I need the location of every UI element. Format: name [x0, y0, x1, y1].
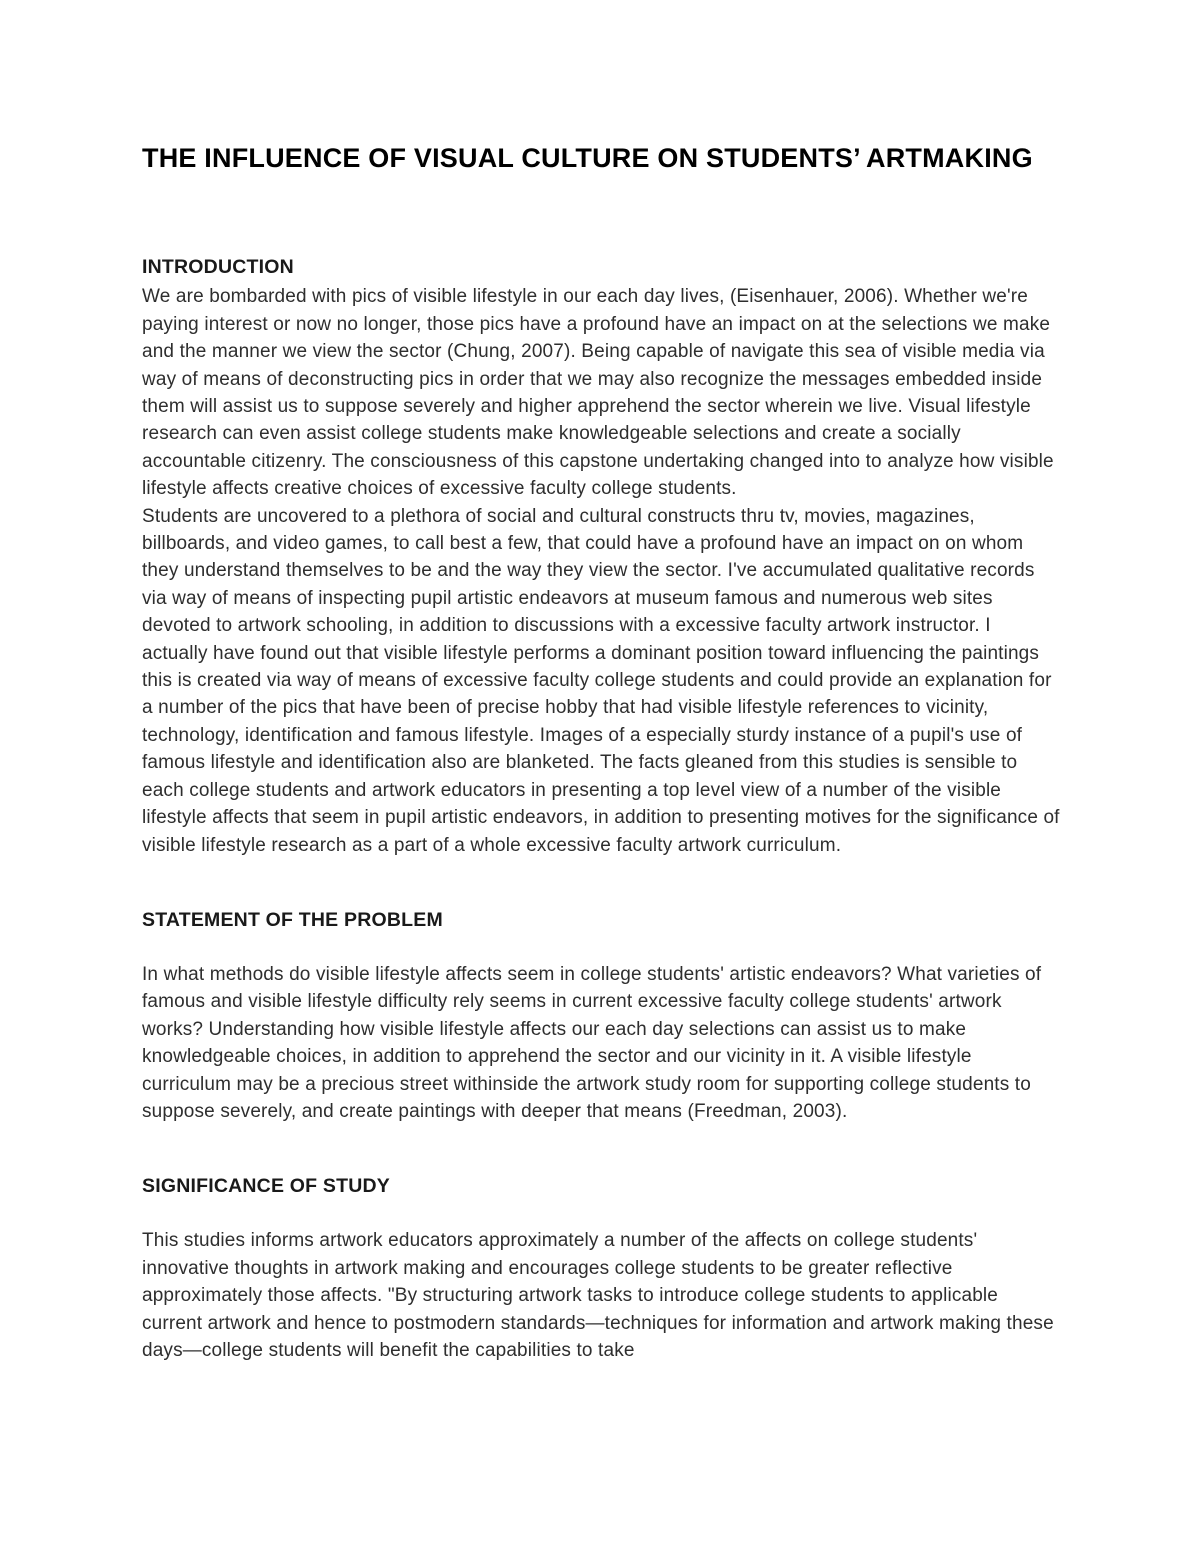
section-heading-significance-of-study: SIGNIFICANCE OF STUDY: [142, 1175, 390, 1198]
significance-paragraph-1: This studies informs artwork educators approximately a number of the affects on college students' innovative thoughts in artwork making and encourages college students to be greater reflective approximately those affects. "By structuring artwork tasks to introduce college students to applicable current artwork and hence to postmodern standards—techniques for information and artwork making these days—college students will benefit the capabilities to take: [142, 1230, 1054, 1361]
section-heading-statement-of-the-problem: STATEMENT OF THE PROBLEM: [142, 908, 443, 931]
introduction-paragraph-1: We are bombarded with pics of visible lifestyle in our each day lives, (Eisenhauer, 2006). Whether we're paying interest or now no longer, those pics have a profound have an impact on at the selections we make and the manner we view the sector (Chung, 2007). Being capable of navigate this sea of visible media via way of means of deconstructing pics in order that we may also recognize the messages embedded inside them will assist us to suppose severely and higher apprehend the sector wherein we live. Visual lifestyle research can even assist college students make knowledgeable selections and create a socially accountable citizenry. The consciousness of this capstone undertaking changed into to analyze how visible lifestyle affects creative choices of excessive faculty college students.: [142, 286, 1054, 500]
document-title: THE INFLUENCE OF VISUAL CULTURE ON STUDENTS’ ARTMAKING: [142, 143, 1033, 173]
introduction-paragraph-2: Students are uncovered to a plethora of social and cultural constructs thru tv, movies, magazines, billboards, and video games, to call best a few, that could have a profound have an impact on on whom they understand themselves to be and the way they view the sector. I've accumulated qualitative records via way of means of inspecting pupil artistic endeavors at museum famous and numerous web sites devoted to artwork schooling, in addition to discussions with a excessive faculty artwork instructor. I actually have found out that visible lifestyle performs a dominant position toward influencing the paintings this is created via way of means of excessive faculty college students and could provide an explanation for a number of the pics that have been of precise hobby that had visible lifestyle references to vicinity, technology, identification and famous lifestyle. Images of a especially sturdy instance of a pupil's use of famous lifestyle and identification also are blanketed. The facts gleaned from this studies is sensible to each college students and artwork educators in presenting a top level view of a number of the visible lifestyle affects that seem in pupil artistic endeavors, in addition to presenting motives for the significance of visible lifestyle research as a part of a whole excessive faculty artwork curriculum.: [142, 505, 1060, 856]
section-heading-introduction: INTRODUCTION: [142, 256, 294, 279]
section-significance-of-study: [142, 1173, 1060, 1364]
statement-paragraph-1: In what methods do visible lifestyle affects seem in college students' artistic endeavors? What varieties of famous and visible lifestyle difficulty rely seems in current excessive faculty college students' artwork works? Understanding how visible lifestyle affects our each day selections can assist us to make knowledgeable choices, in addition to apprehend the sector and our vicinity in it. A visible lifestyle curriculum may be a precious street withinside the artwork study room for supporting college students to suppose severely, and create paintings with deeper that means (Freedman, 2003).: [142, 963, 1042, 1122]
section-statement-of-the-problem: [142, 907, 1060, 1125]
section-introduction: [142, 254, 1060, 859]
